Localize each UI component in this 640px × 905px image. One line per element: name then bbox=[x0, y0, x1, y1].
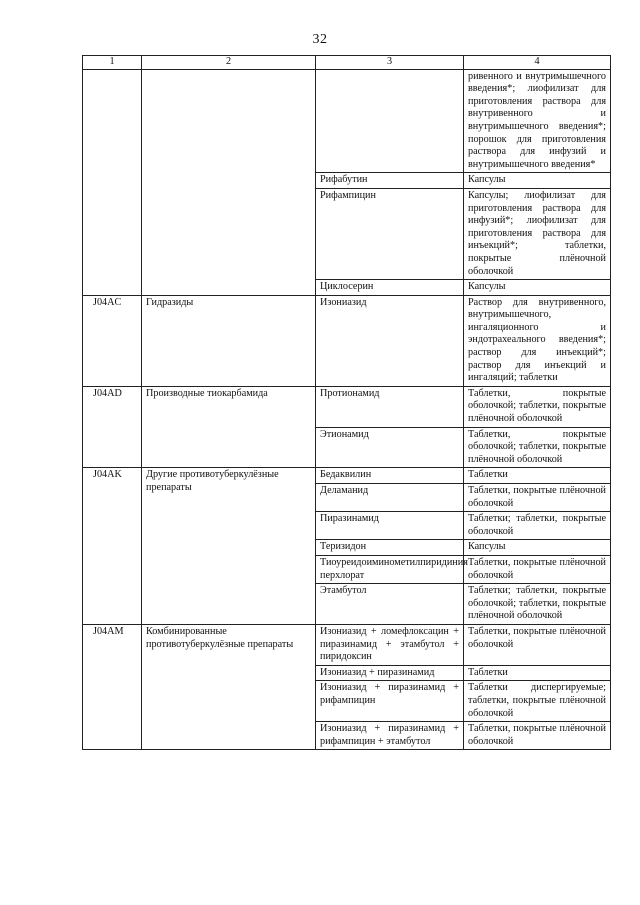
drug-cell: Изониазид + пиразинамид bbox=[316, 665, 464, 681]
dosage-form-cell: Таблетки, покрытые плёночной оболочкой bbox=[464, 484, 611, 512]
group-cell: Другие противотуберкулёзные препараты bbox=[142, 468, 316, 625]
table-row bbox=[83, 295, 611, 386]
dosage-form-cell: Капсулы bbox=[464, 173, 611, 189]
dosage-form-cell: Таблетки, покрытые плёночной оболочкой bbox=[464, 722, 611, 750]
drug-list-table bbox=[82, 55, 611, 750]
column-header: 1 bbox=[83, 56, 142, 70]
dosage-form-cell: Таблетки; таблетки, покрытые оболочкой bbox=[464, 512, 611, 540]
dosage-form-cell: ривенного и внутримышечного введения*; лиофилизат для приготовления раствора для внутривенного и внутримышечного введения*; порошок для приготовления раствора для инфузий и внутримышечного введения* bbox=[464, 69, 611, 173]
drug-cell: Изониазид + пиразинамид + рифампицин + этамбутол bbox=[316, 722, 464, 750]
column-header: 3 bbox=[316, 56, 464, 70]
drug-cell: Рифабутин bbox=[316, 173, 464, 189]
page-number: 32 bbox=[312, 32, 328, 47]
group-cell: Гидразиды bbox=[142, 295, 316, 386]
dosage-form-cell: Таблетки, покрытые плёночной оболочкой bbox=[464, 555, 611, 583]
table-row bbox=[83, 624, 611, 665]
dosage-form-cell: Таблетки; таблетки, покрытые оболочкой; таблетки, покрытые плёночной оболочкой bbox=[464, 584, 611, 625]
atc-code-cell: J04AM bbox=[83, 624, 142, 749]
dosage-form-cell: Таблетки, покрытые плёночной оболочкой bbox=[464, 624, 611, 665]
group-cell: Производные тиокарбамида bbox=[142, 386, 316, 468]
group-cell bbox=[142, 69, 316, 295]
drug-cell: Изониазид + пиразинамид + рифампицин bbox=[316, 681, 464, 722]
dosage-form-cell: Капсулы bbox=[464, 540, 611, 556]
atc-code-cell: J04AK bbox=[83, 468, 142, 625]
drug-cell: Изониазид + ломефлоксацин + пиразинамид + этамбутол + пиридоксин bbox=[316, 624, 464, 665]
column-header: 2 bbox=[142, 56, 316, 70]
dosage-form-cell: Таблетки, покрытые оболочкой; таблетки, покрытые плёночной оболочкой bbox=[464, 427, 611, 468]
atc-code-cell: J04AD bbox=[83, 386, 142, 468]
drug-cell: Этамбутол bbox=[316, 584, 464, 625]
dosage-form-cell: Таблетки bbox=[464, 468, 611, 484]
drug-cell: Этионамид bbox=[316, 427, 464, 468]
drug-cell: Циклосерин bbox=[316, 280, 464, 296]
dosage-form-cell: Капсулы bbox=[464, 280, 611, 296]
dosage-form-cell: Таблетки диспергируемые; таблетки, покрытые плёночной оболочкой bbox=[464, 681, 611, 722]
table-row bbox=[83, 468, 611, 484]
table-row bbox=[83, 386, 611, 427]
drug-cell: Бедаквилин bbox=[316, 468, 464, 484]
drug-cell bbox=[316, 69, 464, 173]
drug-cell: Протионамид bbox=[316, 386, 464, 427]
group-cell: Комбинированные противотуберкулёзные препараты bbox=[142, 624, 316, 749]
drug-cell: Рифампицин bbox=[316, 188, 464, 279]
drug-cell: Тиоуреидоиминометилпиридиния перхлорат bbox=[316, 555, 464, 583]
drug-cell: Пиразинамид bbox=[316, 512, 464, 540]
atc-code-cell: J04AC bbox=[83, 295, 142, 386]
table-header-row bbox=[83, 56, 611, 70]
table-row bbox=[83, 69, 611, 173]
dosage-form-cell: Раствор для внутривенного, внутримышечного, ингаляционного и эндотрахеального введения*; раствор для инъекций*; раствор для инъекций и ингаляций; таблетки bbox=[464, 295, 611, 386]
drug-cell: Деламанид bbox=[316, 484, 464, 512]
atc-code-cell bbox=[83, 69, 142, 295]
dosage-form-cell: Таблетки bbox=[464, 665, 611, 681]
dosage-form-cell: Капсулы; лиофилизат для приготовления раствора для инфузий*; лиофилизат для приготовления раствора для инъекций*; таблетки, покрытые плёночной оболочкой bbox=[464, 188, 611, 279]
column-header: 4 bbox=[464, 56, 611, 70]
dosage-form-cell: Таблетки, покрытые оболочкой; таблетки, покрытые плёночной оболочкой bbox=[464, 386, 611, 427]
drug-cell: Теризидон bbox=[316, 540, 464, 556]
drug-cell: Изониазид bbox=[316, 295, 464, 386]
